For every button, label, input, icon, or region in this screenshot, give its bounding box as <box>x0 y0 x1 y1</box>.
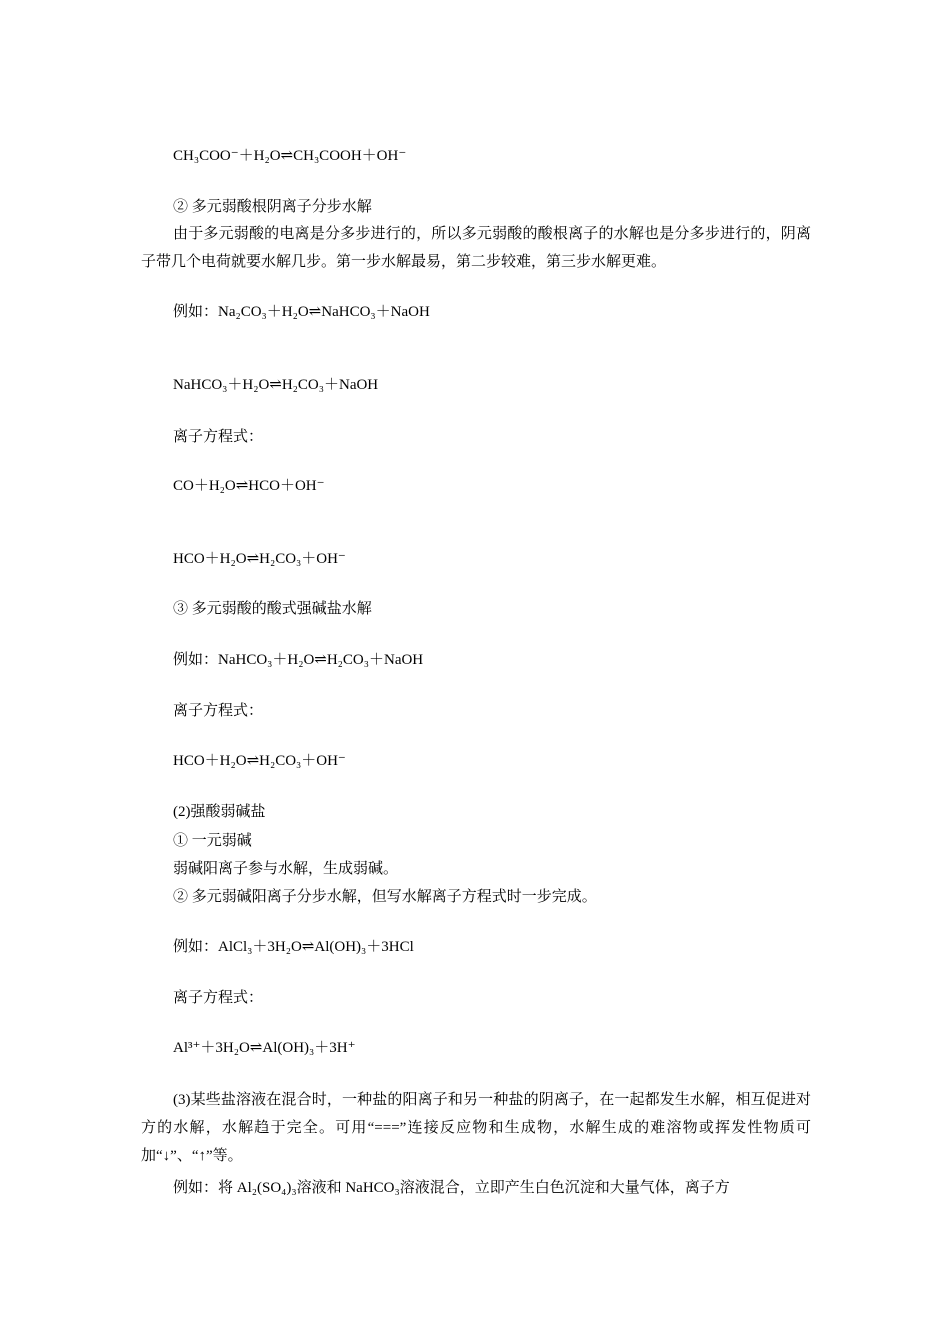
ionic-equation-hco3-1: HCO＋H₂O⇌H₂CO₃＋OH⁻ <box>173 551 346 567</box>
text-weak-base-cation: 弱碱阳离子参与水解，生成弱碱。 <box>173 861 399 877</box>
label-ionic-equation-1: 离子方程式： <box>173 429 264 445</box>
heading-polyprotic-anion: ② 多元弱酸根阴离子分步水解 <box>173 199 372 215</box>
paragraph-mutual-hydrolysis: (3)某些盐溶液在混合时，一种盐的阳离子和另一种盐的阴离子，在一起都发生水解，相互促进对方的水解，水解趋于完全。可用“===”连接反应物和生成物，水解生成的难溶物或挥发性物质可加“↓”、“↑”等。 <box>141 1092 811 1164</box>
ionic-equation-al: Al³⁺＋3H₂O⇌Al(OH)₃＋3H⁺ <box>173 1040 356 1056</box>
label-ionic-equation-3: 离子方程式： <box>173 990 264 1006</box>
example-na2co3: 例如：Na₂CO₃＋H₂O⇌NaHCO₃＋NaOH <box>173 304 430 320</box>
example-nahco3: NaHCO₃＋H₂O⇌H₂CO₃＋NaOH <box>173 377 379 393</box>
example-nahco3-2: 例如：NaHCO₃＋H₂O⇌H₂CO₃＋NaOH <box>173 652 424 668</box>
heading-monobasic-weak-base: ① 一元弱碱 <box>173 833 252 849</box>
equation-acetate-hydrolysis: CH₃COO⁻＋H₂O⇌CH₃COOH＋OH⁻ <box>173 148 407 164</box>
label-ionic-equation-2: 离子方程式： <box>173 703 264 719</box>
ionic-equation-hco3-2: HCO＋H₂O⇌H₂CO₃＋OH⁻ <box>173 753 346 769</box>
heading-acid-salt: ③ 多元弱酸的酸式强碱盐水解 <box>173 601 372 617</box>
heading-strong-acid-weak-base: (2)强酸弱碱盐 <box>173 804 266 820</box>
ionic-equation-co3: CO＋H₂O⇌HCO＋OH⁻ <box>173 478 325 494</box>
example-alcl3: 例如：AlCl₃＋3H₂O⇌Al(OH)₃＋3HCl <box>173 939 414 955</box>
paragraph-stepwise-hydrolysis: 由于多元弱酸的电离是分多步进行的，所以多元弱酸的酸根离子的水解也是分多步进行的，阴离子带几个电荷就要水解几步。第一步水解最易，第二步较难，第三步水解更难。 <box>141 226 811 270</box>
text-polyacidic-base: ② 多元弱碱阳离子分步水解，但写水解离子方程式时一步完成。 <box>173 889 597 905</box>
paragraph-al2so43-example: 例如：将 Al₂(SO₄)₃溶液和 NaHCO₃溶液混合，立即产生白色沉淀和大量气体，离子方 <box>173 1180 730 1196</box>
